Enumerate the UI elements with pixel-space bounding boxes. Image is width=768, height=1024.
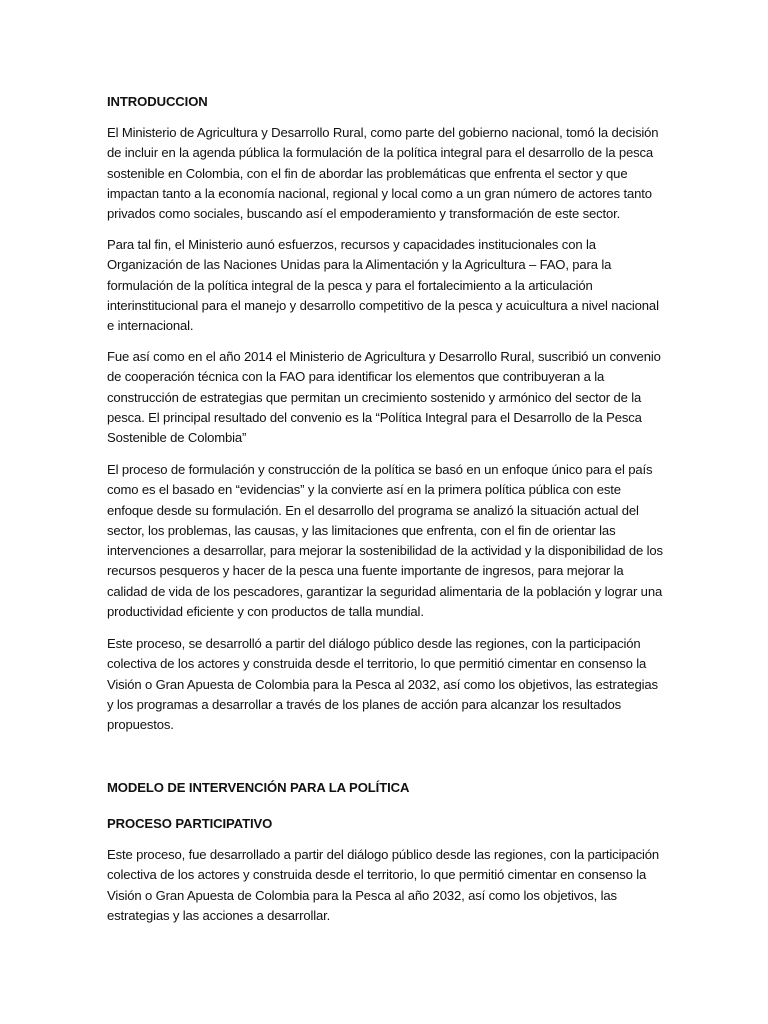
paragraph-dialogo-publico: Este proceso, se desarrolló a partir del diálogo público desde las regiones, con la participación colectiva de los actores y construida desde el territorio, lo que permitió cimentar en consenso la Visión o Gran Apuesta de Colombia para la Pesca al 2032, así como los objetivos, las estrategias y los programas a desarrollar a través de los planes de acción para alcanzar los resultados propuestos.: [107, 636, 658, 733]
paragraph-formulacion: El proceso de formulación y construcción de la política se basó en un enfoque único para el país como es el basado en “evidencias” y la convierte así en la primera política pública con este enfoque desde su formulación. En el desarrollo del programa se analizó la situación actual del sector, los problemas, las causas, y las limitaciones que enfrenta, con el fin de orientar las intervenciones a desarrollar, para mejorar la sostenibilidad de la actividad y la disponibilidad de los recursos pesqueros y hacer de la pesca una fuente importante de ingresos, para mejorar la calidad de vida de los pescadores, garantizar la seguridad alimentaria de la población y lograr una productividad eficiente y con productos de talla mundial.: [107, 462, 663, 620]
heading-introduccion: INTRODUCCION: [107, 94, 208, 109]
heading-modelo-intervencion: MODELO DE INTERVENCIÓN PARA LA POLÍTICA: [107, 780, 410, 795]
paragraph-fao-alliance: Para tal fin, el Ministerio aunó esfuerzos, recursos y capacidades institucionales con la Organización de las Naciones Unidas para la Alimentación y la Agricultura – FAO, para la formulación de la política integral de la pesca y para el fortalecimiento a la articulación interinstitucional para el manejo y desarrollo competitivo de la pesca y acuicultura a nivel nacional e internacional.: [107, 237, 659, 334]
paragraph-proceso: Este proceso, fue desarrollado a partir del diálogo público desde las regiones, con la participación colectiva de los actores y construida desde el territorio, lo que permitió cimentar en consenso la Visión o Gran Apuesta de Colombia para la Pesca al año 2032, así como los objetivos, las estrategias y las acciones a desarrollar.: [107, 847, 660, 923]
paragraph-convenio-2014: Fue así como en el año 2014 el Ministerio de Agricultura y Desarrollo Rural, suscribió un convenio de cooperación técnica con la FAO para identificar los elementos que contribuyeran a la construcción de estrategias que permitan un crecimiento sostenido y armónico del sector de la pesca. El principal resultado del convenio es la “Política Integral para el Desarrollo de la Pesca Sostenible de Colombia”: [107, 349, 661, 446]
heading-proceso-participativo: PROCESO PARTICIPATIVO: [107, 816, 273, 831]
paragraph-ministerio: El Ministerio de Agricultura y Desarrollo Rural, como parte del gobierno nacional, tomó la decisión de incluir en la agenda pública la formulación de la política integral para el desarrollo de la pesca sostenible en Colombia, con el fin de abordar las problemáticas que enfrenta el sector y que impactan tanto a la economía nacional, regional y local como a un gran número de actores tanto privados como sociales, buscando así el empoderamiento y transformación de este sector.: [107, 125, 659, 222]
